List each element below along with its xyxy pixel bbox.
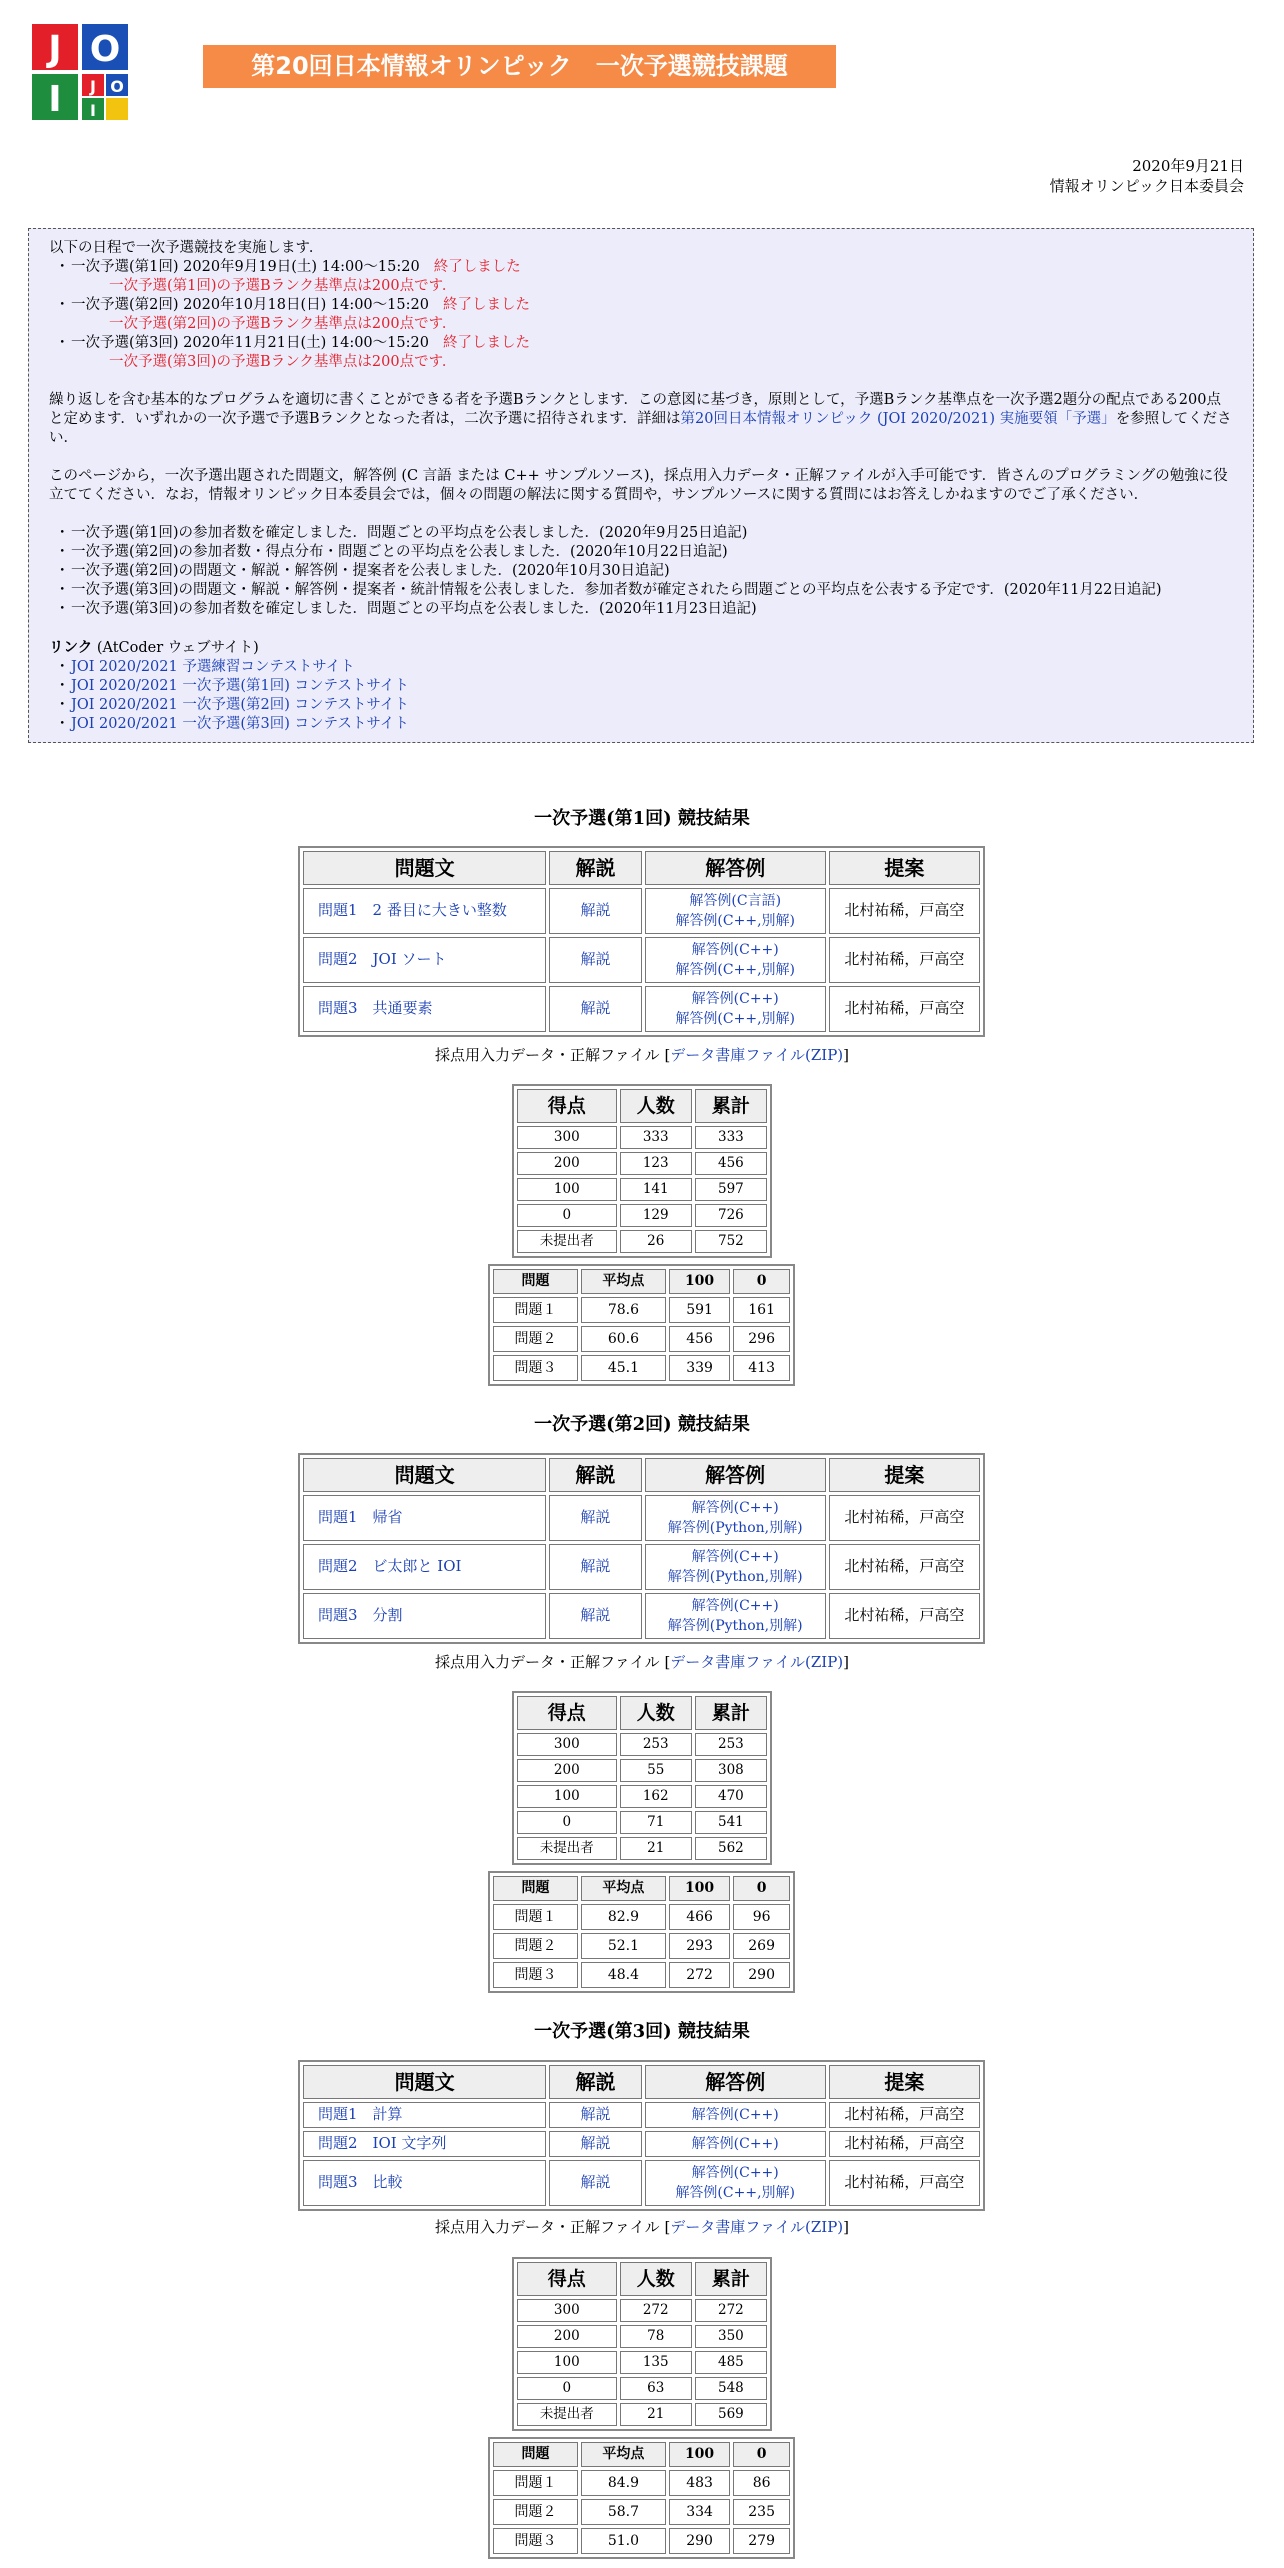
table-row [303, 2131, 980, 2157]
editorial-link[interactable]: 解説 [580, 1557, 611, 1576]
round2-average-table: 問題 平均点 100 0 問題１ 82.9 466 96 問題２ 52.1 293 269 問題３ 48.4 272 290 [488, 1871, 795, 1993]
table-row: 100 141 597 [517, 1178, 767, 1201]
publish-date: 2020年9月21日 [1132, 157, 1244, 175]
page-title: 第20回日本情報オリンピック 一次予選競技課題 [203, 45, 836, 88]
round3-problem-table: 問題文 解説 解答例 提案 問題1 計算 解説 解答例(C++) 北村祐稀，戸高空 問題2 IOI 文字列 解説 解答例(C++) 北村祐稀，戸高空 問題3 比較 解説 解答例(C++) 解答例(C++,別解) 北村祐稀，戸高空 [298, 2060, 985, 2211]
answer-link[interactable]: 解答例(C++) [691, 2165, 779, 2181]
table-row: 0 129 726 [517, 1204, 767, 1227]
table-row: 問題１ 78.6 591 161 [493, 1297, 790, 1323]
table-row: 未提出者 21 569 [517, 2403, 767, 2426]
round3-average-table: 問題 平均点 100 0 問題１ 84.9 483 86 問題２ 58.7 334 235 問題３ 51.0 290 279 [488, 2437, 795, 2559]
table-row [303, 888, 980, 934]
answer-link[interactable]: 解答例(C++,別解) [675, 962, 795, 978]
contest-link-item: ・ JOI 2020/2021 一次予選(第3回) コンテストサイト [55, 716, 409, 732]
date-block [1050, 156, 1244, 196]
svg-text:J: J [48, 29, 62, 70]
table-row: 問題２ 60.6 456 296 [493, 1326, 790, 1352]
table-row: 問題１ 82.9 466 96 [493, 1904, 790, 1930]
editorial-link[interactable]: 解説 [580, 2173, 611, 2192]
svg-text:O: O [110, 77, 124, 96]
proposer: 北村祐稀，戸高空 [829, 888, 980, 934]
table-row: 200 55 308 [517, 1759, 767, 1782]
contest-link-item: ・ JOI 2020/2021 一次予選(第2回) コンテストサイト [55, 697, 409, 713]
proposer: 北村祐稀，戸高空 [829, 986, 980, 1032]
problem-link[interactable]: 問題2 JOI ソート [318, 950, 447, 969]
status-ended: 終了しました [442, 297, 530, 313]
editorial-link[interactable]: 解説 [580, 2105, 611, 2124]
svg-text:O: O [89, 29, 121, 70]
table-row: 300 253 253 [517, 1733, 767, 1756]
round-schedule-list [49, 258, 1233, 372]
table-row: 問題２ 58.7 334 235 [493, 2499, 790, 2525]
proposer: 北村祐稀，戸高空 [829, 1544, 980, 1590]
answer-link[interactable]: 解答例(C++) [691, 942, 779, 958]
practice-contest-link[interactable]: JOI 2020/2021 予選練習コンテストサイト [71, 659, 355, 675]
proposer: 北村祐稀，戸高空 [829, 1495, 980, 1541]
table-row: 問題３ 48.4 272 290 [493, 1962, 790, 1988]
contest-links [49, 658, 1233, 734]
data-archive-link[interactable]: データ書庫ファイル(ZIP) [670, 1653, 844, 1671]
data-archive-link[interactable]: データ書庫ファイル(ZIP) [670, 1046, 844, 1064]
answer-link[interactable]: 解答例(Python,別解) [667, 1618, 803, 1634]
answer-link[interactable]: 解答例(C++,別解) [675, 913, 795, 929]
table-row: 問題１ 84.9 483 86 [493, 2470, 790, 2496]
answer-link[interactable]: 解答例(C++) [691, 2136, 779, 2152]
table-row: 0 63 548 [517, 2377, 767, 2400]
table-row: 問題３ 51.0 290 279 [493, 2528, 790, 2554]
answer-link[interactable]: 解答例(Python,別解) [667, 1569, 803, 1585]
table-row: 200 78 350 [517, 2325, 767, 2348]
round2-download: 採点用入力データ・正解ファイル [データ書庫ファイル(ZIP)] [434, 1653, 850, 1671]
table-row: 未提出者 21 562 [517, 1837, 767, 1860]
round1-problem-table [298, 846, 985, 1037]
table-row [303, 937, 980, 983]
usage-paragraph: このページから，一次予選出題された問題文，解答例 (C 言語 または C++ サンプルソース)，採点用入力データ・正解ファイルが入手可能です．皆さんのプログラミングの勉強に役立ててください．なお，情報オリンピック日本委員会では，個々の問題の解法に関する質問や，サンプルソースに関する質問にはお答えしかねますのでご了承ください． [49, 468, 1228, 503]
svg-text:I: I [48, 79, 62, 120]
proposer: 北村祐稀，戸高空 [829, 1593, 980, 1639]
proposer: 北村祐稀，戸高空 [829, 2102, 980, 2128]
answer-link[interactable]: 解答例(C++) [691, 2107, 779, 2123]
answer-link[interactable]: 解答例(C++,別解) [675, 1011, 795, 1027]
notice-intro: 以下の日程で一次予選競技を実施します． [49, 240, 324, 256]
answer-link[interactable]: 解答例(C++,別解) [675, 2185, 795, 2201]
rank-paragraph: 繰り返しを含む基本的なプログラムを適切に書くことができる者を予選Bランクとします．この意図に基づき，原則として，予選Bランク基準点を一次予選2題分の配点である200点と定めます．いずれかの一次予選で予選Bランクとなった者は，二次予選に招待されます．詳細は第20回日本情報オリンピック (JOI 2020/2021) 実施要領「予選」を参照してください． [49, 392, 1232, 446]
proposer: 北村祐稀，戸高空 [829, 937, 980, 983]
organization: 情報オリンピック日本委員会 [1049, 177, 1244, 195]
problem-link[interactable]: 問題1 計算 [318, 2105, 403, 2124]
round2-contest-link[interactable]: JOI 2020/2021 一次予選(第2回) コンテストサイト [71, 697, 409, 713]
problem-link[interactable]: 問題2 IOI 文字列 [318, 2134, 447, 2153]
round-item: ・ 一次予選(第1回) 2020年9月19日(土) 14:00〜15:20 終了しました 一次予選(第1回)の予選Bランク基準点は200点です． [49, 258, 1233, 296]
problem-link[interactable]: 問題2 ビ太郎と IOI [318, 1557, 462, 1576]
svg-text:I: I [90, 101, 96, 120]
table-row: 未提出者 26 752 [517, 1230, 767, 1253]
round-item: ・ 一次予選(第3回) 2020年11月21日(土) 14:00〜15:20 終了しました 一次予選(第3回)の予選Bランク基準点は200点です． [49, 334, 1233, 372]
status-ended: 終了しました [442, 335, 530, 351]
answer-link[interactable]: 解答例(C++) [691, 1598, 779, 1614]
round1-results-title: 一次予選(第1回) 競技結果 [534, 808, 750, 829]
proposer: 北村祐稀，戸高空 [829, 2160, 980, 2206]
data-archive-link[interactable]: データ書庫ファイル(ZIP) [670, 2218, 844, 2236]
col-problem: 問題文 [303, 851, 546, 885]
table-row [303, 1495, 980, 1541]
update-item: ・ 一次予選(第3回)の参加者数を確定しました．問題ごとの平均点を公表しました．(2020年11月23日追記) [55, 601, 757, 617]
editorial-link[interactable]: 解説 [580, 1508, 611, 1527]
table-row [303, 986, 980, 1032]
table-row: 問題３ 45.1 339 413 [493, 1355, 790, 1381]
col-editorial: 解説 [549, 851, 641, 885]
round-note: 一次予選(第2回)の予選Bランク基準点は200点です． [109, 316, 457, 332]
table-row [303, 2160, 980, 2206]
col-answer: 解答例 [645, 851, 826, 885]
round3-contest-link[interactable]: JOI 2020/2021 一次予選(第3回) コンテストサイト [71, 716, 409, 732]
round2-problem-table: 問題文 解説 解答例 提案 問題1 帰省 解説 解答例(C++) 解答例(Python,別解) 北村祐稀，戸高空 問題2 ビ太郎と IOI 解説 解答例(C++) 解答例(Python,別解) 北村祐稀，戸高空 問題3 分割 解説 解答例(C++) 解答例(Python,別解) 北村祐稀，戸高空 [298, 1453, 985, 1644]
round-note: 一次予選(第3回)の予選Bランク基準点は200点です． [109, 354, 457, 370]
table-row: 300 272 272 [517, 2299, 767, 2322]
update-item: ・ 一次予選(第3回)の問題文・解説・解答例・提案者・統計情報を公表しました．参加者数が確定されたら問題ごとの平均点を公表する予定です．(2020年11月22日追記) [55, 582, 1162, 598]
editorial-link[interactable]: 解説 [580, 1606, 611, 1625]
update-item: ・ 一次予選(第2回)の問題文・解説・解答例・提案者を公表しました．(2020年10月30日追記) [55, 563, 670, 579]
answer-link[interactable]: 解答例(C++) [691, 1549, 779, 1565]
round2-results-title: 一次予選(第2回) 競技結果 [534, 1414, 750, 1435]
problem-link[interactable]: 問題1 帰省 [318, 1508, 403, 1527]
links-heading: リンク (AtCoder ウェブサイト) [49, 639, 259, 656]
problem-link[interactable]: 問題3 比較 [318, 2173, 403, 2192]
editorial-link[interactable]: 解説 [580, 950, 611, 969]
problem-link[interactable]: 問題3 共通要素 [318, 999, 433, 1018]
table-row: 100 162 470 [517, 1785, 767, 1808]
table-row: 問題２ 52.1 293 269 [493, 1933, 790, 1959]
round1-download: 採点用入力データ・正解ファイル [データ書庫ファイル(ZIP)] [434, 1046, 850, 1064]
table-row [303, 1593, 980, 1639]
update-list [49, 524, 1233, 619]
contest-link-item: ・ JOI 2020/2021 一次予選(第1回) コンテストサイト [55, 678, 409, 694]
round3-download: 採点用入力データ・正解ファイル [データ書庫ファイル(ZIP)] [434, 2218, 850, 2236]
update-item: ・ 一次予選(第2回)の参加者数・得点分布・問題ごとの平均点を公表しました．(2020年10月22日追記) [55, 544, 728, 560]
table-row: 300 333 333 [517, 1126, 767, 1149]
editorial-link[interactable]: 解説 [580, 901, 611, 920]
problem-link[interactable]: 問題3 分割 [318, 1606, 403, 1625]
round1-contest-link[interactable]: JOI 2020/2021 一次予選(第1回) コンテストサイト [71, 678, 409, 694]
col-proposer: 提案 [829, 851, 980, 885]
answer-link[interactable]: 解答例(Python,別解) [667, 1520, 803, 1536]
table-row [303, 2102, 980, 2128]
round3-score-table: 得点 人数 累計 300 272 272 200 78 350 100 135 485 0 63 548 未提出者 21 569 [512, 2257, 772, 2431]
table-row: 0 71 541 [517, 1811, 767, 1834]
round1-score-table: 得点 人数 累計 300 333 333 200 123 456 100 141 597 0 129 726 未提出者 26 752 [512, 1084, 772, 1258]
answer-link[interactable]: 解答例(C言語) [689, 893, 782, 909]
editorial-link[interactable]: 解説 [580, 999, 611, 1018]
answer-link[interactable]: 解答例(C++) [691, 991, 779, 1007]
update-item: ・ 一次予選(第1回)の参加者数を確定しました．問題ごとの平均点を公表しました．(2020年9月25日追記) [55, 525, 748, 541]
contest-link-item: ・ JOI 2020/2021 予選練習コンテストサイト [55, 659, 355, 675]
table-row: 200 123 456 [517, 1152, 767, 1175]
editorial-link[interactable]: 解説 [580, 2134, 611, 2153]
table-row [303, 1544, 980, 1590]
notice-box [28, 228, 1254, 743]
round3-results-title: 一次予選(第3回) 競技結果 [534, 2021, 750, 2042]
proposer: 北村祐稀，戸高空 [829, 2131, 980, 2157]
problem-link[interactable]: 問題1 2 番目に大きい整数 [318, 901, 507, 920]
round2-score-table: 得点 人数 累計 300 253 253 200 55 308 100 162 470 0 71 541 未提出者 21 562 [512, 1691, 772, 1865]
joi-logo [32, 24, 128, 120]
table-row: 100 135 485 [517, 2351, 767, 2374]
round-note: 一次予選(第1回)の予選Bランク基準点は200点です． [109, 278, 457, 294]
guidelines-link[interactable]: 第20回日本情報オリンピック (JOI 2020/2021) 実施要領「予選」 [680, 411, 1116, 427]
answer-link[interactable]: 解答例(C++) [691, 1500, 779, 1516]
status-ended: 終了しました [433, 259, 521, 275]
round-item: ・ 一次予選(第2回) 2020年10月18日(日) 14:00〜15:20 終了しました 一次予選(第2回)の予選Bランク基準点は200点です． [49, 296, 1233, 334]
svg-text:J: J [90, 77, 96, 96]
round1-average-table: 問題 平均点 100 0 問題１ 78.6 591 161 問題２ 60.6 456 296 問題３ 45.1 339 413 [488, 1264, 795, 1386]
